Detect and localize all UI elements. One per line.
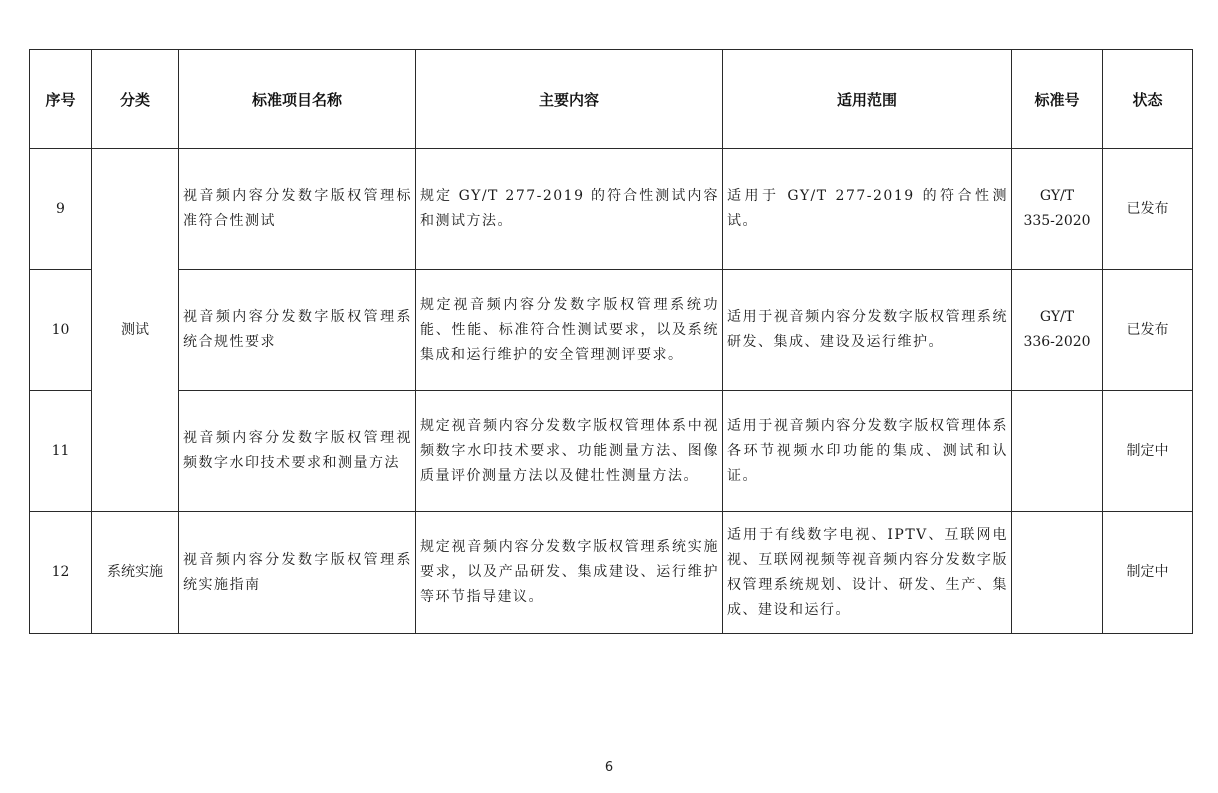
table-row [30,149,1193,270]
header-standard-no: 标准号 [1012,50,1103,149]
table-row [30,270,1193,391]
header-status: 状态 [1103,50,1193,149]
standards-table [29,49,1193,634]
row-no: 11 [30,391,92,512]
row-no: 12 [30,512,92,634]
header-content: 主要内容 [416,50,723,149]
row-status: 已发布 [1103,270,1193,391]
header-category: 分类 [92,50,179,149]
row-status: 制定中 [1103,391,1193,512]
row-content: 规定视音频内容分发数字版权管理体系中视频数字水印技术要求、功能测量方法、图像质量评价测量方法以及健壮性测量方法。 [416,391,723,512]
standard-no-line1: GY/T [1039,188,1075,204]
table-row [30,512,1193,634]
row-standard-no [1012,149,1103,270]
row-status: 已发布 [1103,149,1193,270]
row-content: 规定视音频内容分发数字版权管理系统实施要求，以及产品研发、集成建设、运行维护等环节指导建议。 [416,512,723,634]
row-name: 视音频内容分发数字版权管理视频数字水印技术要求和测量方法 [179,391,416,512]
row-standard-no [1012,512,1103,634]
standard-no-line2: 335-2020 [1023,213,1091,229]
table-row [30,391,1193,512]
page-number: 6 [604,760,614,775]
row-category: 测试 [92,149,179,512]
row-no: 10 [30,270,92,391]
header-scope: 适用范围 [723,50,1012,149]
standard-no-line1: GY/T [1039,309,1075,325]
standard-no-line2: 336-2020 [1023,334,1091,350]
table-header-row [30,50,1193,149]
row-category: 系统实施 [92,512,179,634]
row-scope: 适用于视音频内容分发数字版权管理体系各环节视频水印功能的集成、测试和认证。 [723,391,1012,512]
header-name: 标准项目名称 [179,50,416,149]
row-standard-no [1012,391,1103,512]
row-name: 视音频内容分发数字版权管理系统合规性要求 [179,270,416,391]
row-content: 规定视音频内容分发数字版权管理系统功能、性能、标准符合性测试要求，以及系统集成和运行维护的安全管理测评要求。 [416,270,723,391]
row-standard-no [1012,270,1103,391]
row-scope: 适用于 GY/T 277-2019 的符合性测试。 [723,149,1012,270]
header-no: 序号 [30,50,92,149]
row-content: 规定 GY/T 277-2019 的符合性测试内容和测试方法。 [416,149,723,270]
row-no: 9 [30,149,92,270]
row-status: 制定中 [1103,512,1193,634]
row-name: 视音频内容分发数字版权管理系统实施指南 [179,512,416,634]
row-scope: 适用于有线数字电视、IPTV、互联网电视、互联网视频等视音频内容分发数字版权管理系统规划、设计、研发、生产、集成、建设和运行。 [723,512,1012,634]
row-name: 视音频内容分发数字版权管理标准符合性测试 [179,149,416,270]
row-scope: 适用于视音频内容分发数字版权管理系统研发、集成、建设及运行维护。 [723,270,1012,391]
